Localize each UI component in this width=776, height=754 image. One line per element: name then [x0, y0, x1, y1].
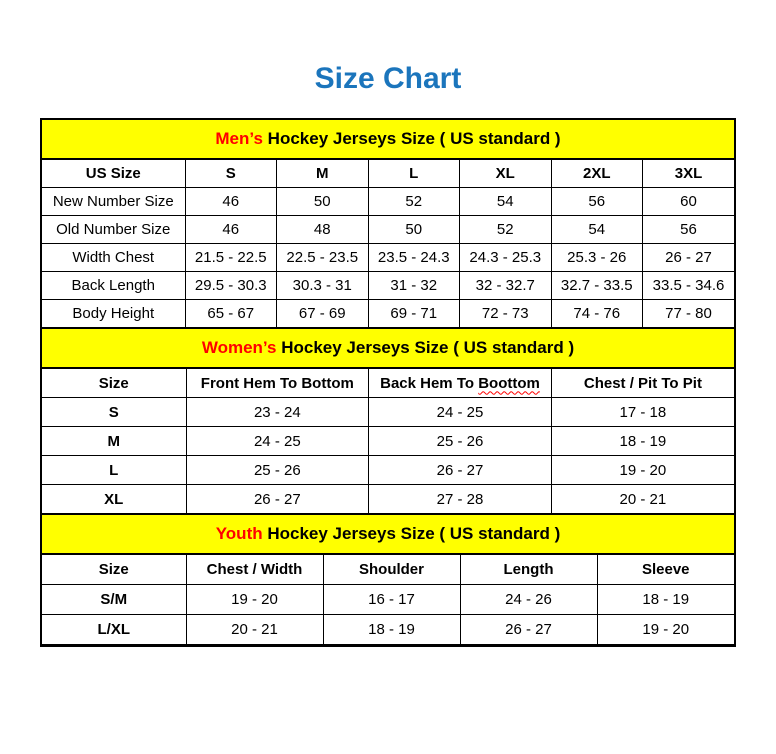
- youth-header-row: [42, 555, 734, 585]
- men-size-table: [42, 159, 734, 328]
- men-row-label: Width Chest: [42, 244, 185, 272]
- men-column-header: US Size: [42, 160, 185, 188]
- size-chart: [40, 118, 736, 647]
- women-cell: 26 - 27: [369, 456, 552, 485]
- women-header-row: [42, 369, 734, 398]
- women-heading-accent: Women’s: [201, 338, 277, 357]
- women-column-header: Front Hem To Bottom: [186, 369, 369, 398]
- women-heading-text: Hockey Jerseys Size ( US standard ): [276, 338, 575, 357]
- men-cell: 50: [277, 188, 369, 216]
- youth-cell: 19 - 20: [597, 615, 734, 645]
- men-column-header: L: [368, 160, 460, 188]
- youth-table-row: [42, 585, 734, 615]
- women-cell: 24 - 25: [186, 427, 369, 456]
- youth-size-table: [42, 554, 734, 645]
- men-table-heading: [42, 120, 734, 159]
- men-column-header: XL: [460, 160, 552, 188]
- men-cell: 32 - 32.7: [460, 272, 552, 300]
- women-cell: 26 - 27: [186, 485, 369, 514]
- women-cell: 17 - 18: [551, 398, 734, 427]
- men-cell: 52: [460, 216, 552, 244]
- men-table-row: [42, 300, 734, 328]
- youth-heading-text: Hockey Jerseys Size ( US standard ): [262, 524, 561, 543]
- men-cell: 54: [551, 216, 643, 244]
- women-table-row: [42, 398, 734, 427]
- youth-row-label: L/XL: [42, 615, 186, 645]
- men-table-row: [42, 272, 734, 300]
- men-column-header: 3XL: [643, 160, 735, 188]
- youth-cell: 19 - 20: [186, 585, 323, 615]
- men-cell: 65 - 67: [185, 300, 277, 328]
- men-heading-text: Hockey Jerseys Size ( US standard ): [262, 129, 561, 148]
- men-column-header: 2XL: [551, 160, 643, 188]
- men-size-table-section: [42, 120, 734, 328]
- men-cell: 48: [277, 216, 369, 244]
- men-table-row: [42, 188, 734, 216]
- men-header-row: [42, 160, 734, 188]
- youth-cell: 26 - 27: [460, 615, 597, 645]
- women-table-row: [42, 427, 734, 456]
- youth-column-header: Length: [460, 555, 597, 585]
- women-cell: 24 - 25: [369, 398, 552, 427]
- women-cell: 20 - 21: [551, 485, 734, 514]
- men-row-label: Old Number Size: [42, 216, 185, 244]
- men-cell: 50: [368, 216, 460, 244]
- men-row-label: New Number Size: [42, 188, 185, 216]
- women-cell: 18 - 19: [551, 427, 734, 456]
- youth-column-header: Sleeve: [597, 555, 734, 585]
- youth-cell: 24 - 26: [460, 585, 597, 615]
- women-column-header: Size: [42, 369, 186, 398]
- men-cell: 22.5 - 23.5: [277, 244, 369, 272]
- youth-cell: 16 - 17: [323, 585, 460, 615]
- men-cell: 77 - 80: [643, 300, 735, 328]
- youth-cell: 18 - 19: [323, 615, 460, 645]
- women-cell: 27 - 28: [369, 485, 552, 514]
- women-row-label: XL: [42, 485, 186, 514]
- men-row-label: Body Height: [42, 300, 185, 328]
- men-cell: 24.3 - 25.3: [460, 244, 552, 272]
- youth-size-table-section: [42, 514, 734, 645]
- women-row-label: M: [42, 427, 186, 456]
- women-table-row: [42, 485, 734, 514]
- women-column-header: Back Hem To Boottom: [369, 369, 552, 398]
- men-cell: 31 - 32: [368, 272, 460, 300]
- men-cell: 25.3 - 26: [551, 244, 643, 272]
- men-cell: 52: [368, 188, 460, 216]
- men-table-row: [42, 216, 734, 244]
- men-cell: 54: [460, 188, 552, 216]
- men-heading-accent: Men’s: [215, 129, 263, 148]
- women-row-label: L: [42, 456, 186, 485]
- youth-column-header: Shoulder: [323, 555, 460, 585]
- misspelled-word: Boottom: [478, 374, 540, 392]
- women-row-label: S: [42, 398, 186, 427]
- women-cell: 25 - 26: [186, 456, 369, 485]
- men-cell: 30.3 - 31: [277, 272, 369, 300]
- men-cell: 46: [185, 216, 277, 244]
- women-column-header: Chest / Pit To Pit: [551, 369, 734, 398]
- men-cell: 21.5 - 22.5: [185, 244, 277, 272]
- men-cell: 32.7 - 33.5: [551, 272, 643, 300]
- youth-heading-accent: Youth: [215, 524, 263, 543]
- youth-column-header: Size: [42, 555, 186, 585]
- youth-table-row: [42, 615, 734, 645]
- women-size-table: [42, 368, 734, 514]
- men-cell: 23.5 - 24.3: [368, 244, 460, 272]
- youth-cell: 18 - 19: [597, 585, 734, 615]
- women-cell: 25 - 26: [369, 427, 552, 456]
- men-cell: 26 - 27: [643, 244, 735, 272]
- youth-row-label: S/M: [42, 585, 186, 615]
- women-cell: 23 - 24: [186, 398, 369, 427]
- page-title: Size Chart: [314, 62, 462, 95]
- youth-column-header: Chest / Width: [186, 555, 323, 585]
- men-cell: 67 - 69: [277, 300, 369, 328]
- men-column-header: M: [277, 160, 369, 188]
- men-row-label: Back Length: [42, 272, 185, 300]
- men-table-row: [42, 244, 734, 272]
- men-column-header: S: [185, 160, 277, 188]
- men-cell: 72 - 73: [460, 300, 552, 328]
- youth-cell: 20 - 21: [186, 615, 323, 645]
- men-cell: 60: [643, 188, 735, 216]
- women-size-table-section: [42, 328, 734, 514]
- women-table-row: [42, 456, 734, 485]
- men-cell: 46: [185, 188, 277, 216]
- men-cell: 56: [551, 188, 643, 216]
- youth-table-heading: [42, 514, 734, 554]
- women-table-heading: [42, 328, 734, 368]
- men-cell: 33.5 - 34.6: [643, 272, 735, 300]
- men-cell: 29.5 - 30.3: [185, 272, 277, 300]
- men-cell: 74 - 76: [551, 300, 643, 328]
- women-cell: 19 - 20: [551, 456, 734, 485]
- men-cell: 69 - 71: [368, 300, 460, 328]
- men-cell: 56: [643, 216, 735, 244]
